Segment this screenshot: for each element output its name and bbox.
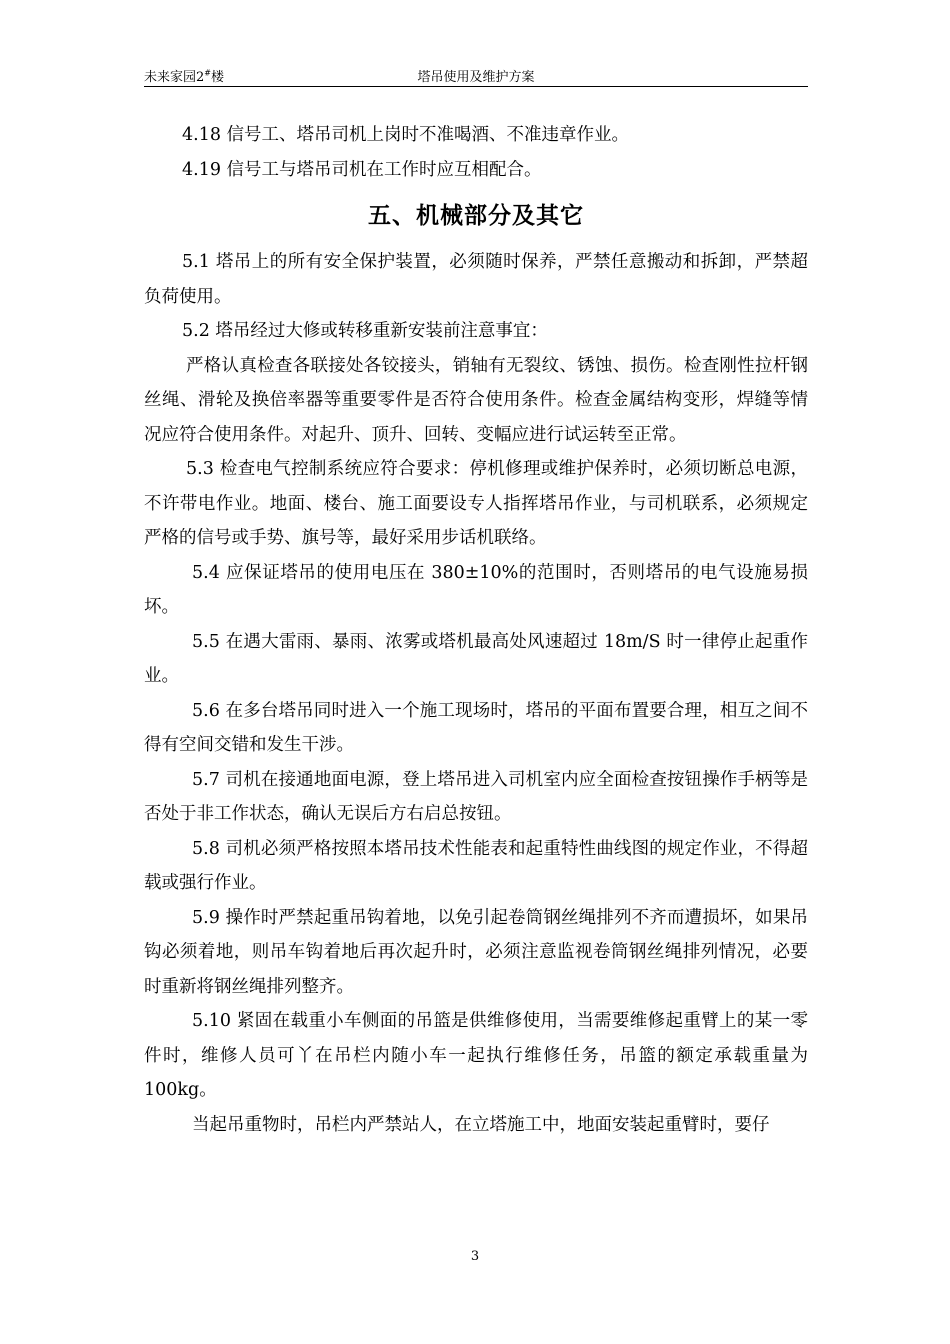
header-project-suffix: 楼: [210, 70, 224, 85]
paragraph-5-6: 5.6 在多台塔吊同时进入一个施工现场时，塔吊的平面布置要合理，相互之间不得有空间交错和发生干涉。: [144, 700, 808, 755]
paragraph-4-18: 4.18 信号工、塔吊司机上岗时不准喝酒、不准违章作业。: [182, 125, 630, 145]
section-title: 五、机械部分及其它: [368, 202, 584, 229]
paragraph-4-19: 4.19 信号工与塔吊司机在工作时应互相配合。: [182, 159, 542, 180]
paragraph-5-2-detail: 严格认真检查各联接处各铰接头，销轴有无裂纹、锈蚀、损伤。检查刚性拉杆钢丝绳、滑轮及换倍率器等重要零件是否符合使用条件。检查金属结构变形，焊缝等情况应符合使用条件。对起升、顶升、回转、变幅应进行试运转至正常。: [144, 355, 808, 445]
paragraph-5-3: 5.3 检查电气控制系统应符合要求：停机修理或维护保养时，必须切断总电源，不许带电作业。地面、楼台、施工面要设专人指挥塔吊作业，与司机联系，必须规定严格的信号或手势、旗号等，最好采用步话机联络。: [144, 459, 808, 548]
paragraph-5-5: 5.5 在遇大雷雨、暴雨、浓雾或塔机最高处风速超过 18m/S 时一律停止起重作业。: [144, 631, 808, 686]
header-project-text: 未来家园2: [144, 70, 205, 85]
paragraph-5-8: 5.8 司机必须严格按照本塔吊技术性能表和起重特性曲线图的规定作业，不得超载或强行作业。: [144, 838, 808, 893]
page-number: 3: [470, 1249, 480, 1264]
paragraph-5-4: 5.4 应保证塔吊的使用电压在 380±10%的范围时，否则塔吊的电气设施易损坏。: [144, 562, 808, 617]
paragraph-5-2: 5.2 塔吊经过大修或转移重新安装前注意事宜：: [182, 321, 548, 341]
paragraph-5-1: 5.1 塔吊上的所有安全保护装置，必须随时保养，严禁任意搬动和拆卸，严禁超负荷使用。: [144, 252, 808, 307]
header-project-sup: #: [204, 68, 211, 78]
page-header: [144, 64, 808, 87]
header-doc-title: 塔吊使用及维护方案: [417, 70, 535, 85]
paragraph-5-10: 5.10 紧固在载重小车侧面的吊篮是供维修使用，当需要维修起重臂上的某一零件时，维修人员可丫在吊栏内随小车一起执行维修任务，吊篮的额定承载重量为 100kg。: [144, 1011, 808, 1100]
paragraph-5-9: 5.9 操作时严禁起重吊钩着地，以免引起卷筒钢丝绳排列不齐而遭损坏，如果吊钩必须着地，则吊车钩着地后再次起升时，必须注意监视卷筒钢丝绳排列情况，必要时重新将钢丝绳排列整齐。: [144, 907, 808, 997]
page-content: [144, 118, 808, 1142]
paragraph-lifting-note: 当起吊重物时，吊栏内严禁站人，在立塔施工中，地面安装起重臂时，要仔: [192, 1114, 770, 1135]
paragraph-5-7: 5.7 司机在接通地面电源，登上塔吊进入司机室内应全面检查按钮操作手柄等是否处于非工作状态，确认无误后方右启总按钮。: [144, 769, 808, 824]
